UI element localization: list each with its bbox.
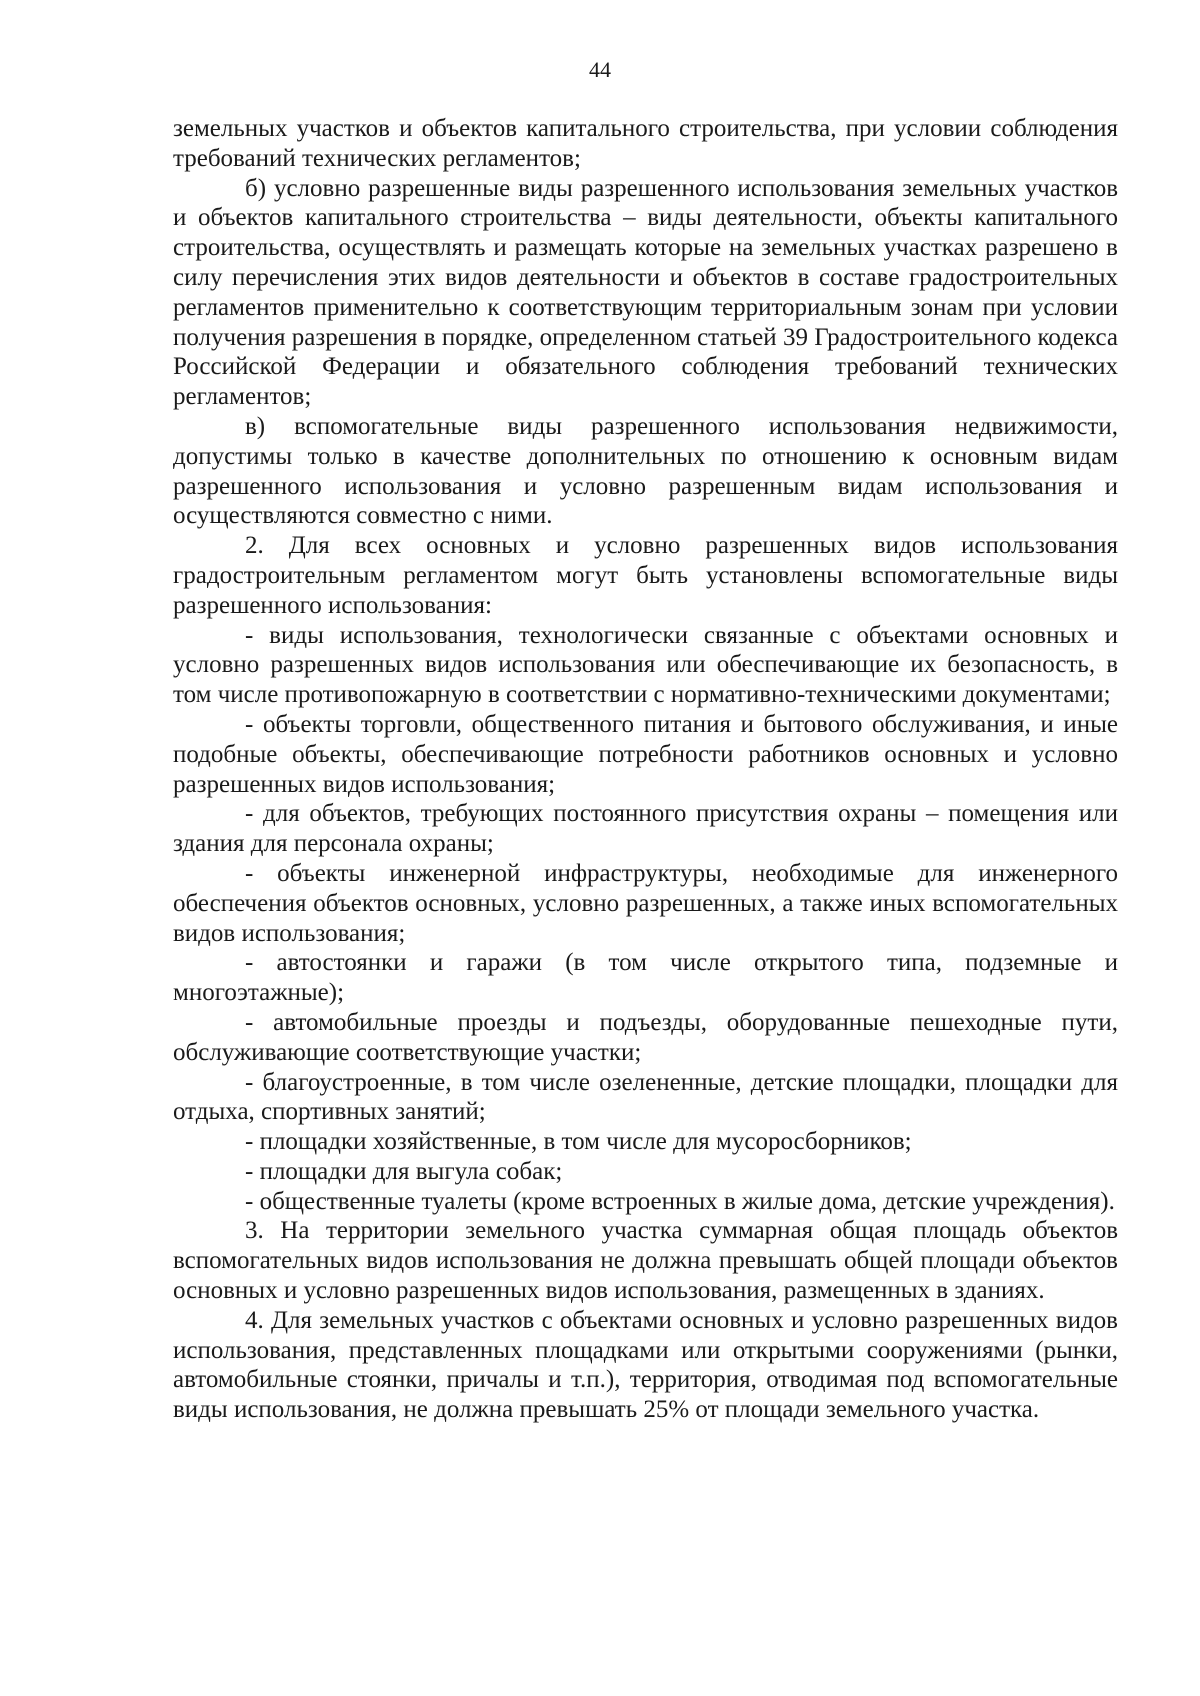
paragraph-item-2: 2. Для всех основных и условно разрешенных видов использования градостроительным регламентом могут быть установлены вспомогательные виды разрешенного использования:: [173, 532, 1118, 619]
list-item-driveways: - автомобильные проезды и подъезды, оборудованные пешеходные пути, обслуживающие соответствующие участки;: [173, 1008, 1118, 1066]
paragraph-item-3: 3. На территории земельного участка суммарная общая площадь объектов вспомогательных видов использования не должна превышать общей площади объектов основных и условно разрешенных видов использования, размещенных в зданиях.: [173, 1217, 1118, 1305]
paragraph-auxiliary-uses: в) вспомогательные виды разрешенного использования недвижимости, допустимы только в качестве дополнительных по отношению к основным видам разрешенного использования и условно разрешенным видам использования и осуществляются совместно с ними.: [173, 412, 1118, 530]
list-item-trade-objects: - объекты торговли, общественного питания и бытового обслуживания, и иные подобные объекты, обеспечивающие потребности работников основных и условно разрешенных видов использования;: [173, 710, 1118, 798]
list-item-playgrounds: - благоустроенные, в том числе озелененные, детские площадки, площадки для отдыха, спортивных занятий;: [173, 1068, 1118, 1126]
document-body: [173, 114, 1118, 1425]
paragraph-continuation: земельных участков и объектов капитального строительства, при условии соблюдения требований технических регламентов;: [173, 115, 1118, 172]
paragraph-item-4: 4. Для земельных участков с объектами основных и условно разрешенных видов использования, представленных площадками или открытыми сооружениями (рынки, автомобильные стоянки, причалы и т.п.), территория, отводимая под вспомогательные виды использования, не должна превышать 25% от площади земельного участка.: [173, 1306, 1118, 1424]
list-item-public-toilets: - общественные туалеты (кроме встроенных в жилые дома, детские учреждения).: [245, 1187, 1115, 1215]
page-number: 44: [589, 57, 611, 82]
list-item-engineering-infrastructure: - объекты инженерной инфраструктуры, необходимые для инженерного обеспечения объектов основных, условно разрешенных, а также иных вспомогательных видов использования;: [173, 859, 1118, 947]
list-item-security-premises: - для объектов, требующих постоянного присутствия охраны – помещения или здания для персонала охраны;: [173, 800, 1118, 858]
list-item-dog-walking: - площадки для выгула собак;: [245, 1157, 563, 1185]
list-item-parking-garages: - автостоянки и гаражи (в том числе открытого типа, подземные и многоэтажные);: [173, 949, 1118, 1007]
list-item-technological-uses: - виды использования, технологически связанные с объектами основных и условно разрешенных видов использования или обеспечивающие их безопасность, в том числе противопожарную в соответствии с нормативно-техническими документами;: [173, 621, 1118, 709]
paragraph-conditional-uses: б) условно разрешенные виды разрешенного использования земельных участков и объектов капитального строительства – виды деятельности, объекты капитального строительства, осуществлять и размещать которые на земельных участках разрешено в силу перечисления этих видов деятельности и объектов в составе градостроительных регламентов применительно к соответствующим территориальным зонам при условии получения разрешения в порядке, определенном статьей 39 Градостроительного кодекса Российской Федерации и обязательного соблюдения требований технических регламентов;: [173, 174, 1118, 411]
list-item-utility-sites: - площадки хозяйственные, в том числе для мусоросборников;: [245, 1128, 912, 1156]
